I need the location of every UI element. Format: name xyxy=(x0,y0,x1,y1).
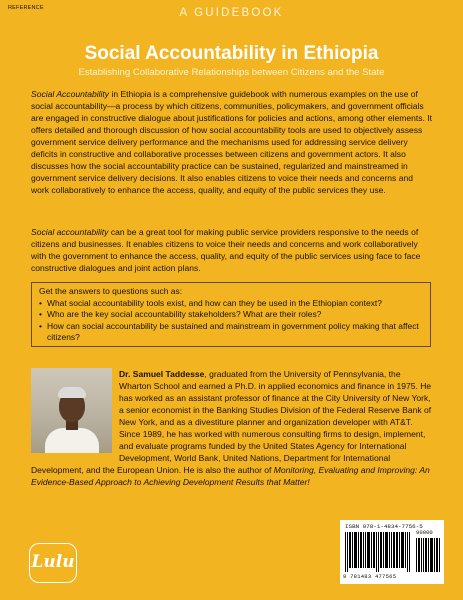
barcode-digits: 9 781483 477565 xyxy=(343,573,397,580)
price-barcode-bars xyxy=(416,532,440,572)
intro-p1-text: in Ethiopia is a comprehensive guidebook with numerous examples on the use of social accountability—a process by which citizens, communities, policymakers, and government officials are engaged in constructive dialogue about justifications for policies and actions, among other elements. It offers detailed and thorough discussion of how social accountability tools are used to objectively assess government service delivery performance and the mechanisms used for addressing service delivery deficits in constructive and collaborative processes between citizens and government actors. It also discusses how the social accountability practice can be sustained, regularized and mainstreamed in government service delivery decisions. It also enables citizens to voice their needs and concerns and work collaboratively to enhance the access, quality, and equity of the public services they use. xyxy=(31,89,432,195)
question-item: • How can social accountability be sustained and mainstream in government policy making that affect citizens? xyxy=(39,321,424,344)
intro-paragraph-2 xyxy=(31,226,433,274)
author-other-book: Monitoring, Evaluating and Improving: An Evidence-Based Approach to Achieving Development Results that Matter! xyxy=(31,465,430,487)
reference-label: REFERENCE xyxy=(8,5,44,11)
questions-list xyxy=(39,298,424,344)
isbn-text: ISBN 978-1-4834-7756-5 xyxy=(345,523,423,530)
author-name: Dr. Samuel Taddesse xyxy=(119,369,205,379)
intro-p2-lead: Social accountability xyxy=(31,227,109,237)
author-bio-text: , graduated from the University of Pennsylvania, the Wharton School and earned a Ph.D. in applied economics and finance in 1975. He has worked as an assistant professor of finance at the City University of New York, a senior economist in the Banking Studies Division of the Federal Reserve Bank of New York, and as a divestiture planner and organization developer with AT&T. Since 1989, he has worked with numerous consulting firms to design, implement, and evaluate programs funded by the United States Agency for International Development, World Bank, United Nations, Department for International Development, and the European Union. He is also the author of xyxy=(31,369,432,475)
intro-p1-lead: Social Accountability xyxy=(31,89,110,99)
questions-heading: Get the answers to questions such as: xyxy=(39,286,183,296)
intro-p2-text: can be a great tool for making public service providers responsive to the needs of citizens and businesses. It enables citizens to voice their needs and concerns and work collaboratively with the government to enhance the access, quality, and equity of the public services using face to face constructive dialogues and joint action plans. xyxy=(31,227,421,273)
book-subtitle: Establishing Collaborative Relationships between Citizens and the State xyxy=(78,67,385,78)
intro-paragraph-1 xyxy=(31,88,433,196)
question-item: • Who are the key social accountability stakeholders? What are their roles? xyxy=(39,309,424,321)
question-item: • What social accountability tools exist, and how can they be used in the Ethiopian context? xyxy=(39,298,424,310)
price-code: 90000 xyxy=(416,529,433,536)
publisher-logo: Lulu xyxy=(29,543,77,583)
questions-box xyxy=(31,282,431,347)
barcode-bars xyxy=(345,532,411,572)
guidebook-kicker: A GUIDEBOOK xyxy=(179,7,284,19)
isbn-barcode xyxy=(340,520,444,584)
author-bio xyxy=(31,368,433,488)
book-title: Social Accountability in Ethiopia xyxy=(84,43,379,64)
